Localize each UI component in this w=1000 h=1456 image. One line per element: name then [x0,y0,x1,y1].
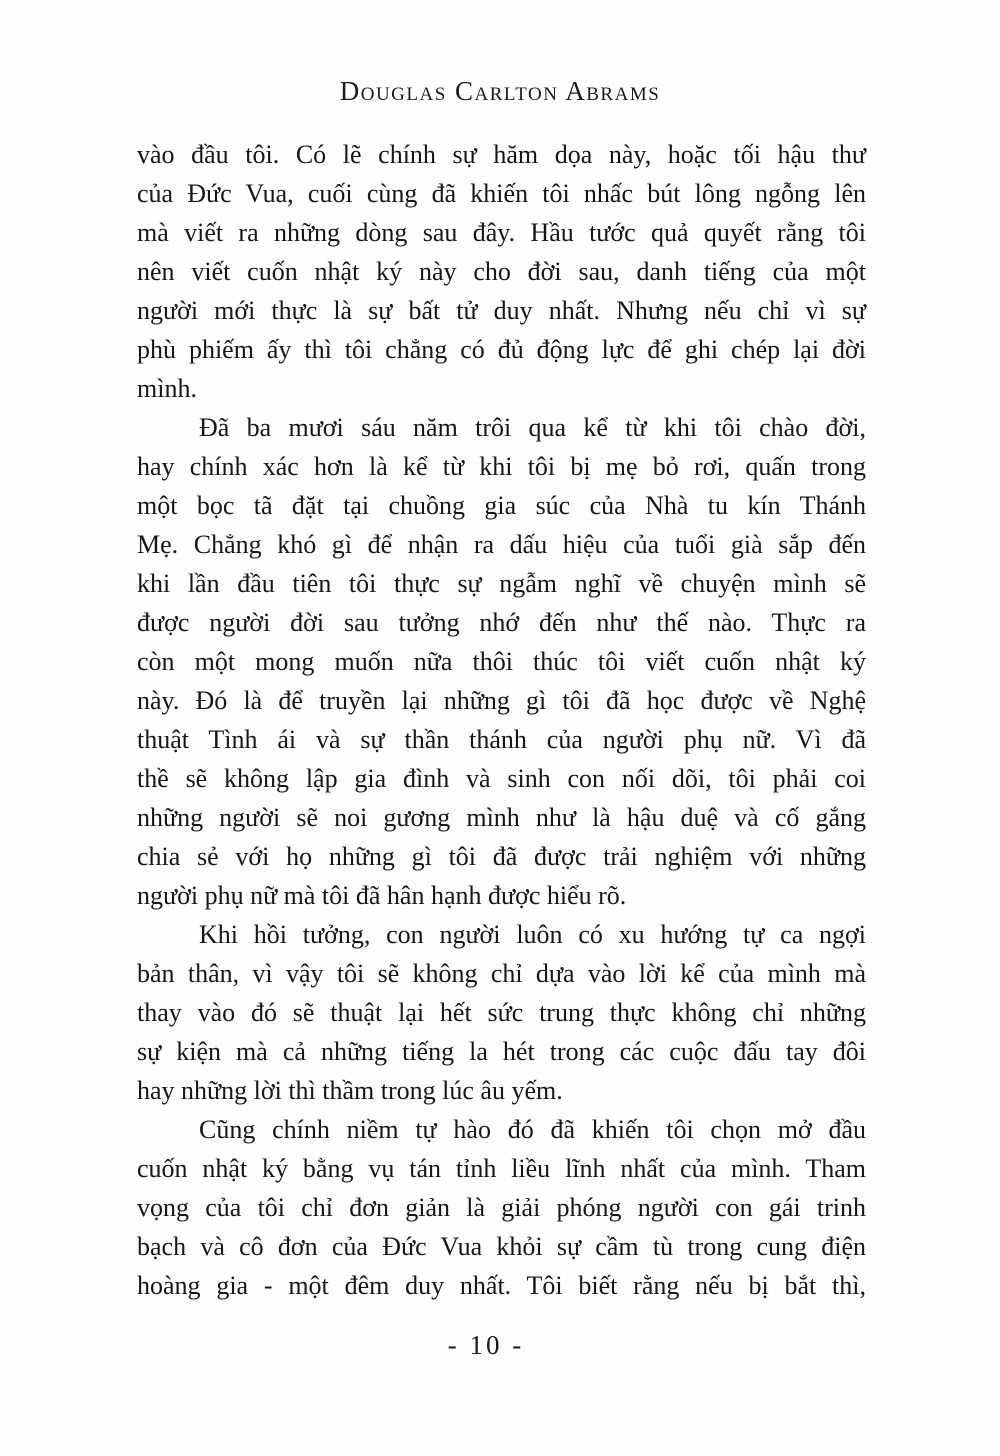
page-number: - 10 - [447,1330,525,1360]
text-line: thuật Tình ái và sự thần thánh của người phụ nữ. Vì đã [137,725,866,754]
text-line: Khi hồi tưởng, con người luôn có xu hướng tự ca ngợi [199,920,866,949]
text-line: chia sẻ với họ những gì tôi đã được trải nghiệm với những [137,842,866,871]
text-line: Đã ba mươi sáu năm trôi qua kể từ khi tôi chào đời, [199,413,866,442]
text-line: thề sẽ không lập gia đình và sinh con nối dõi, tôi phải coi [137,764,866,793]
text-line: người mới thực là sự bất tử duy nhất. Nhưng nếu chỉ vì sự [137,296,866,325]
text-line: hay những lời thì thầm trong lúc âu yếm. [137,1076,563,1105]
text-line: người phụ nữ mà tôi đã hân hạnh được hiểu rõ. [137,881,627,910]
body-text [137,135,866,1305]
text-line: nên viết cuốn nhật ký này cho đời sau, danh tiếng của một [137,257,866,286]
running-header-author: Douglas Carlton Abrams [339,76,661,106]
text-line: cuốn nhật ký bằng vụ tán tỉnh liều lĩnh nhất của mình. Tham [137,1154,866,1183]
text-line: bản thân, vì vậy tôi sẽ không chỉ dựa vào lời kể của mình mà [137,959,866,988]
text-line: vọng của tôi chỉ đơn giản là giải phóng người con gái trinh [137,1193,866,1222]
text-line: hoàng gia - một đêm duy nhất. Tôi biết rằng nếu bị bắt thì, [137,1271,866,1300]
text-line: vào đầu tôi. Có lẽ chính sự hăm dọa này, hoặc tối hậu thư [137,140,866,169]
text-line: của Đức Vua, cuối cùng đã khiến tôi nhấc bút lông ngỗng lên [137,179,866,208]
text-line: Mẹ. Chẳng khó gì để nhận ra dấu hiệu của tuổi già sắp đến [137,530,866,559]
text-line: được người đời sau tưởng nhớ đến như thế nào. Thực ra [137,608,866,637]
text-line: khi lần đầu tiên tôi thực sự ngẫm nghĩ về chuyện mình sẽ [137,569,866,598]
text-line: phù phiếm ấy thì tôi chẳng có đủ động lực để ghi chép lại đời [137,335,866,364]
text-line: một bọc tã đặt tại chuồng gia súc của Nhà tu kín Thánh [137,491,866,520]
text-line: bạch và cô đơn của Đức Vua khỏi sự cầm tù trong cung điện [137,1232,866,1261]
text-line: thay vào đó sẽ thuật lại hết sức trung thực không chỉ những [137,998,866,1027]
text-line: mà viết ra những dòng sau đây. Hầu tước quả quyết rằng tôi [137,218,866,247]
text-line: những người sẽ noi gương mình như là hậu duệ và cố gắng [137,803,866,832]
text-line: còn một mong muốn nữa thôi thúc tôi viết cuốn nhật ký [137,647,866,676]
text-line: Cũng chính niềm tự hào đó đã khiến tôi chọn mở đầu [199,1115,866,1144]
text-line: hay chính xác hơn là kể từ khi tôi bị mẹ bỏ rơi, quấn trong [137,452,866,481]
text-line: sự kiện mà cả những tiếng la hét trong các cuộc đấu tay đôi [137,1037,866,1066]
text-line: này. Đó là để truyền lại những gì tôi đã học được về Nghệ [137,686,866,715]
text-line: mình. [137,374,197,403]
